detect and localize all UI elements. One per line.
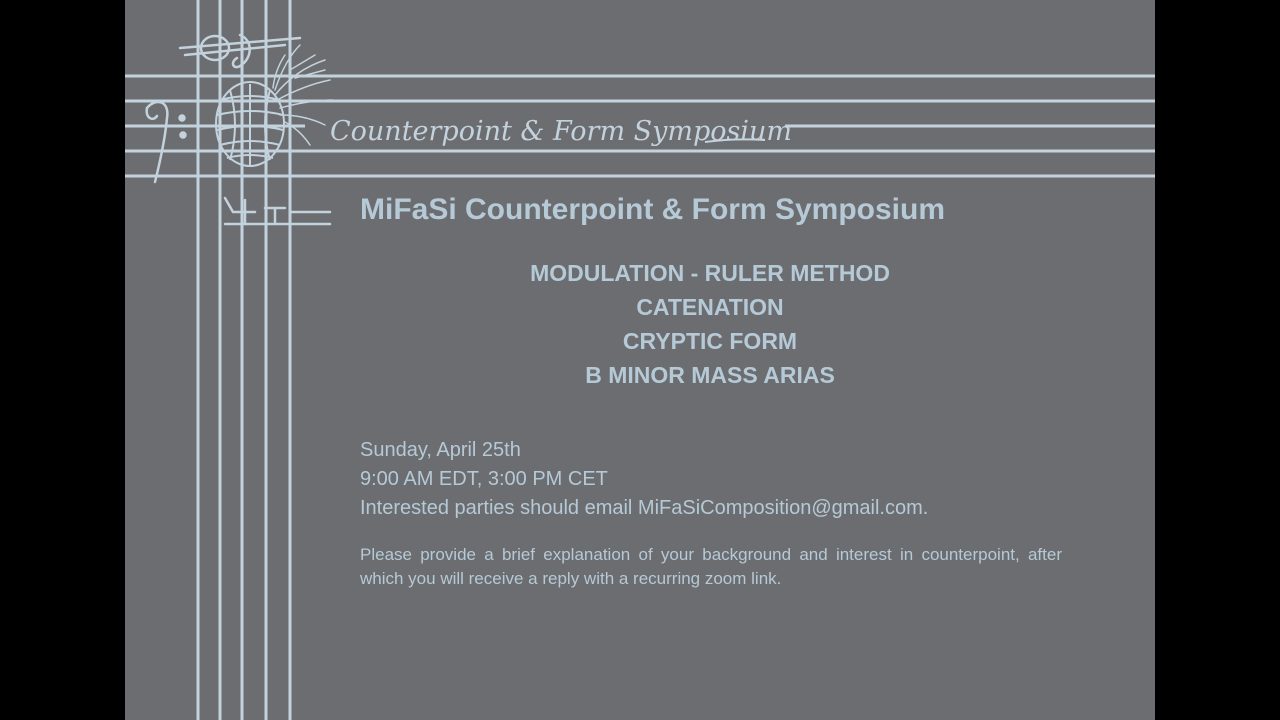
event-date: Sunday, April 25th (360, 439, 521, 461)
topic-item: CATENATION (636, 294, 784, 320)
topic-item: MODULATION - RULER METHOD (530, 260, 890, 286)
event-details (360, 436, 928, 523)
staff-handwritten-text: Counterpoint & Form Symposium (330, 116, 793, 147)
instructions-note: Please provide a brief explanation of your background and interest in counterpoint, after which you will receive a reply with a recurring zoom link. (360, 545, 1062, 588)
pinecone-icon (216, 82, 284, 166)
event-time: 9:00 AM EDT, 3:00 PM CET (360, 468, 608, 490)
topic-list (415, 256, 1005, 392)
page-title: MiFaSi Counterpoint & Form Symposium (360, 193, 946, 226)
topic-item: CRYPTIC FORM (622, 328, 798, 354)
bass-clef-icon (147, 102, 186, 182)
slide (125, 0, 1155, 720)
topic-item: B MINOR MASS ARIAS (585, 362, 835, 388)
vertical-staff-lines (198, 0, 290, 720)
contact-line: Interested parties should email MiFaSiComposition@gmail.com. (360, 497, 929, 519)
